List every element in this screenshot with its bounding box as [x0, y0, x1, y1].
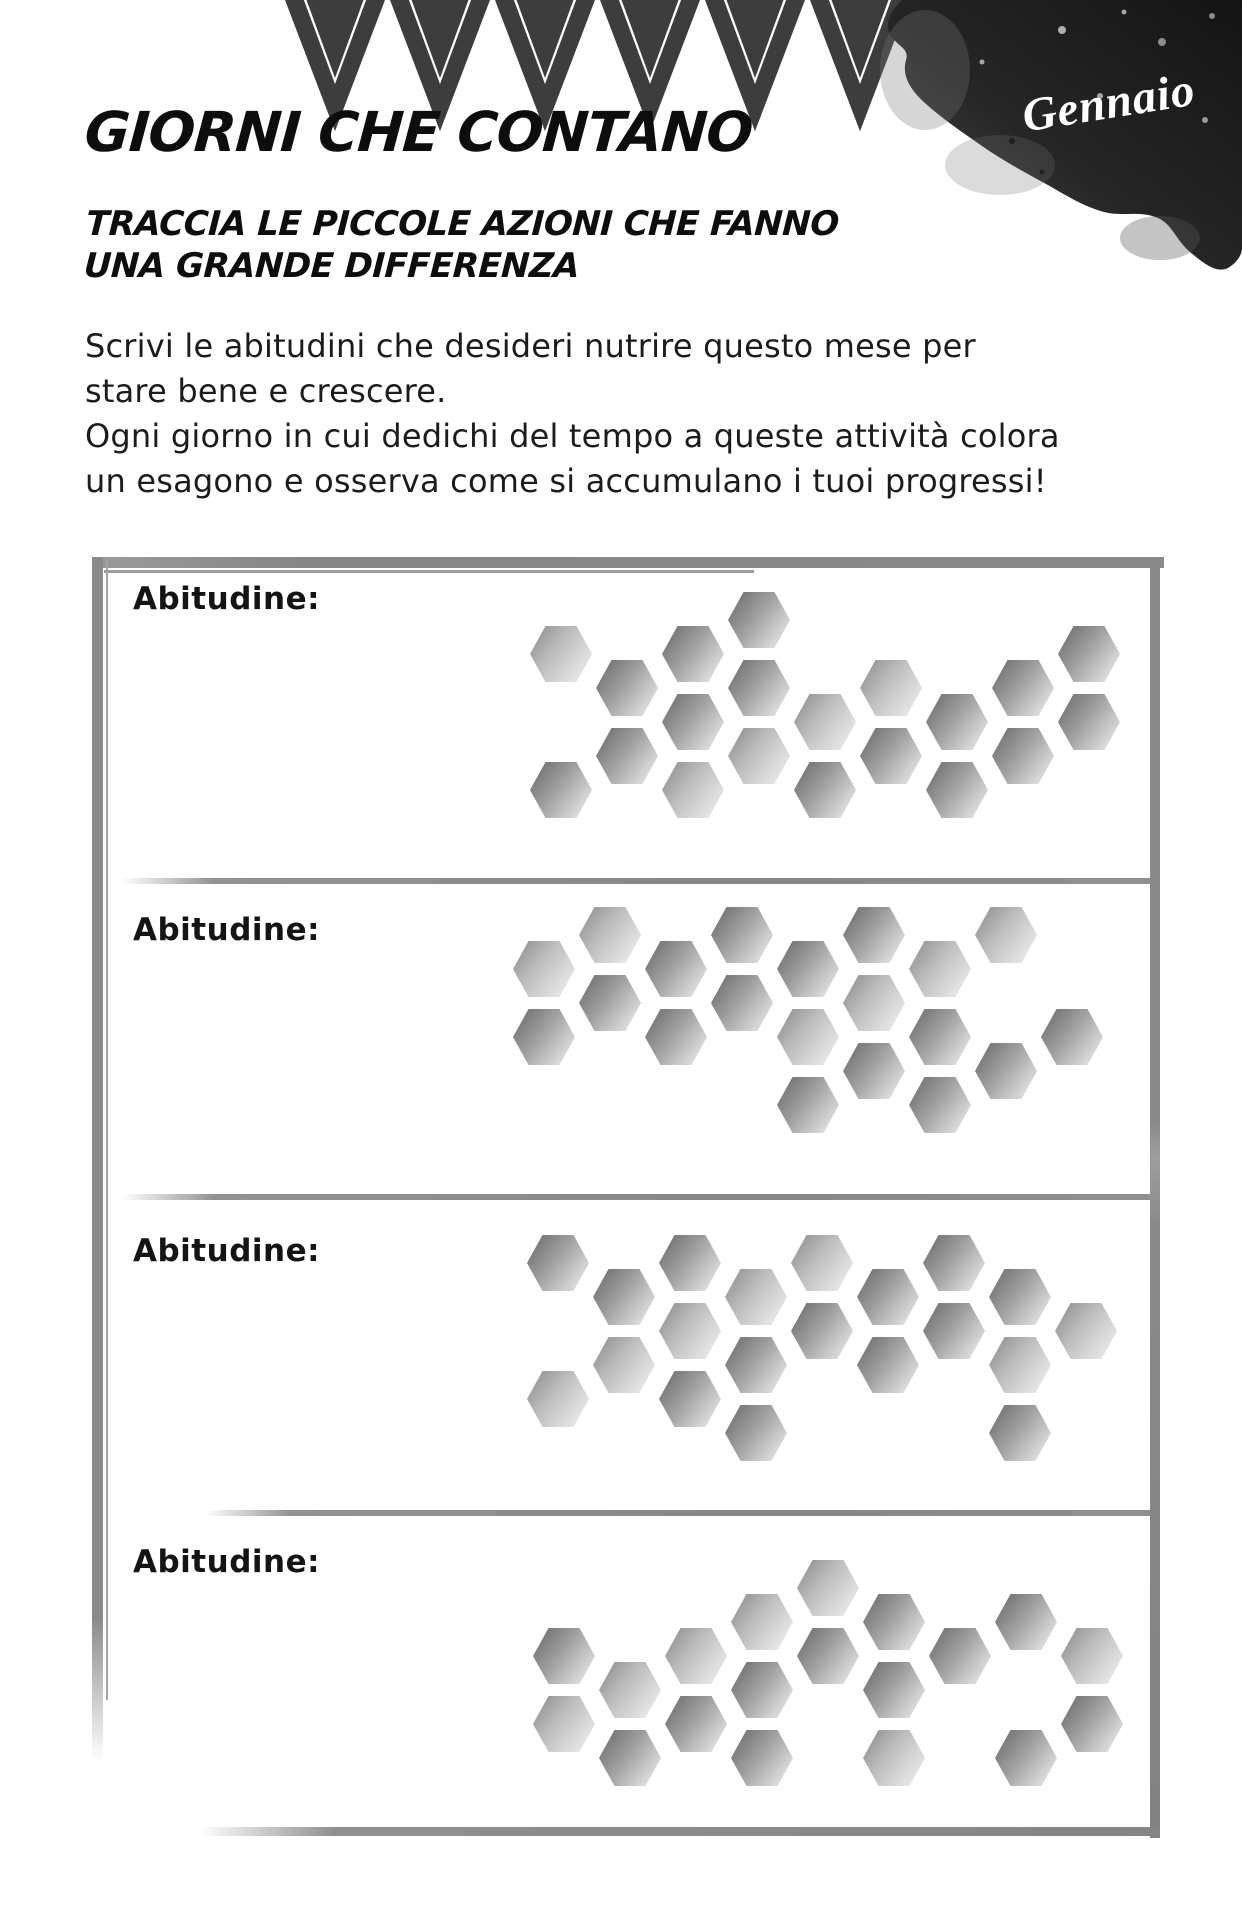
tracker-box-border-left-sketch [106, 560, 108, 1700]
hexagon-cell[interactable] [857, 1337, 919, 1393]
hexagon-cell[interactable] [926, 694, 988, 750]
hexagon-cell[interactable] [794, 762, 856, 818]
hexagon-cell[interactable] [923, 1235, 985, 1291]
tracker-box-border-left [92, 557, 103, 1762]
hexagon-cell[interactable] [777, 1009, 839, 1065]
hexagon-cell[interactable] [992, 728, 1054, 784]
hexagon-cell[interactable] [863, 1662, 925, 1718]
hexagon-cell[interactable] [1058, 694, 1120, 750]
hexagon-cell[interactable] [596, 660, 658, 716]
hexagon-cell[interactable] [791, 1303, 853, 1359]
tracker-box-border-bottom [200, 1827, 1160, 1836]
hexagon-cell[interactable] [662, 626, 724, 682]
hexagon-cell[interactable] [863, 1594, 925, 1650]
hexagon-cell[interactable] [533, 1628, 595, 1684]
hexagon-cell[interactable] [860, 660, 922, 716]
hexagon-cell[interactable] [791, 1235, 853, 1291]
hexagon-cell[interactable] [909, 1009, 971, 1065]
intro-text [85, 324, 1060, 504]
hexagon-cell[interactable] [1061, 1628, 1123, 1684]
hexagon-cell[interactable] [662, 762, 724, 818]
hexagon-cell[interactable] [797, 1560, 859, 1616]
hexagon-cell[interactable] [593, 1269, 655, 1325]
hexagon-cell[interactable] [725, 1405, 787, 1461]
hexagon-cell[interactable] [731, 1730, 793, 1786]
page-subtitle [83, 203, 840, 287]
hexagon-cell[interactable] [843, 1043, 905, 1099]
habit-label: Abitudine: [133, 1544, 321, 1580]
hexagon-cell[interactable] [975, 907, 1037, 963]
hexagon-cell[interactable] [728, 728, 790, 784]
hexagon-cell[interactable] [513, 941, 575, 997]
hexagon-cell[interactable] [530, 762, 592, 818]
hexagon-cell[interactable] [596, 728, 658, 784]
hexagon-cell[interactable] [995, 1730, 1057, 1786]
hexagon-cell[interactable] [989, 1337, 1051, 1393]
tracker-box-border-top-sketch [104, 570, 754, 573]
hexagon-cell[interactable] [863, 1730, 925, 1786]
hexagon-cell[interactable] [731, 1594, 793, 1650]
subtitle-line: UNA GRANDE DIFFERENZA [82, 246, 581, 286]
hexagon-cell[interactable] [527, 1235, 589, 1291]
hexagon-cell[interactable] [857, 1269, 919, 1325]
ink-splash-decoration [855, 0, 1242, 320]
section-divider [122, 878, 1150, 884]
hexagon-cell[interactable] [797, 1628, 859, 1684]
habit-label: Abitudine: [133, 1233, 321, 1269]
hexagon-cell[interactable] [926, 762, 988, 818]
hexagon-cell[interactable] [923, 1303, 985, 1359]
hexagon-cell[interactable] [725, 1337, 787, 1393]
hexagon-cell[interactable] [665, 1628, 727, 1684]
hexagon-cell[interactable] [989, 1269, 1051, 1325]
hexagon-cell[interactable] [1055, 1303, 1117, 1359]
hexagon-cell[interactable] [599, 1662, 661, 1718]
hexagon-cell[interactable] [659, 1371, 721, 1427]
hexagon-cell[interactable] [662, 694, 724, 750]
hexagon-cell[interactable] [1061, 1696, 1123, 1752]
habit-label: Abitudine: [133, 912, 321, 948]
hexagon-cell[interactable] [843, 907, 905, 963]
month-label: Gennaio [1018, 63, 1199, 143]
hexagon-cell[interactable] [909, 941, 971, 997]
hexagon-cell[interactable] [645, 941, 707, 997]
hexagon-cell[interactable] [860, 728, 922, 784]
intro-line: Ogni giorno in cui dedichi del tempo a queste attività colora [85, 417, 1060, 455]
page-title: GIORNI CHE CONTANO [82, 100, 755, 164]
hexagon-cell[interactable] [995, 1594, 1057, 1650]
hexagon-cell[interactable] [1041, 1009, 1103, 1065]
hexagon-cell[interactable] [599, 1730, 661, 1786]
hexagon-cell[interactable] [725, 1269, 787, 1325]
hexagon-cell[interactable] [711, 907, 773, 963]
hexagon-cell[interactable] [711, 975, 773, 1031]
intro-line: Scrivi le abitudini che desideri nutrire questo mese per [85, 327, 976, 365]
hexagon-cell[interactable] [665, 1696, 727, 1752]
hexagon-cell[interactable] [777, 941, 839, 997]
hexagon-cell[interactable] [728, 660, 790, 716]
hexagon-cell[interactable] [579, 975, 641, 1031]
hexagon-cell[interactable] [975, 1043, 1037, 1099]
intro-line: un esagono e osserva come si accumulano i tuoi progressi! [85, 462, 1047, 500]
section-divider [206, 1510, 1150, 1516]
hexagon-cell[interactable] [992, 660, 1054, 716]
intro-line: stare bene e crescere. [85, 372, 447, 410]
hexagon-cell[interactable] [929, 1628, 991, 1684]
hexagon-cell[interactable] [527, 1371, 589, 1427]
hexagon-cell[interactable] [728, 592, 790, 648]
hexagon-cell[interactable] [579, 907, 641, 963]
hexagon-cell[interactable] [645, 1009, 707, 1065]
hexagon-cell[interactable] [909, 1077, 971, 1133]
hexagon-cell[interactable] [731, 1662, 793, 1718]
hexagon-cell[interactable] [513, 1009, 575, 1065]
tracker-box-border-top [92, 557, 1164, 568]
hexagon-cell[interactable] [989, 1405, 1051, 1461]
section-divider [122, 1194, 1150, 1200]
hexagon-cell[interactable] [794, 694, 856, 750]
hexagon-cell[interactable] [843, 975, 905, 1031]
hexagon-cell[interactable] [593, 1337, 655, 1393]
hexagon-cell[interactable] [1058, 626, 1120, 682]
tracker-box-border-right [1150, 557, 1160, 1838]
habit-label: Abitudine: [133, 581, 321, 617]
hexagon-cell[interactable] [530, 626, 592, 682]
hexagon-cell[interactable] [533, 1696, 595, 1752]
hexagon-cell[interactable] [777, 1077, 839, 1133]
subtitle-line: TRACCIA LE PICCOLE AZIONI CHE FANNO [85, 204, 840, 244]
hexagon-cell[interactable] [659, 1235, 721, 1291]
hexagon-cell[interactable] [659, 1303, 721, 1359]
